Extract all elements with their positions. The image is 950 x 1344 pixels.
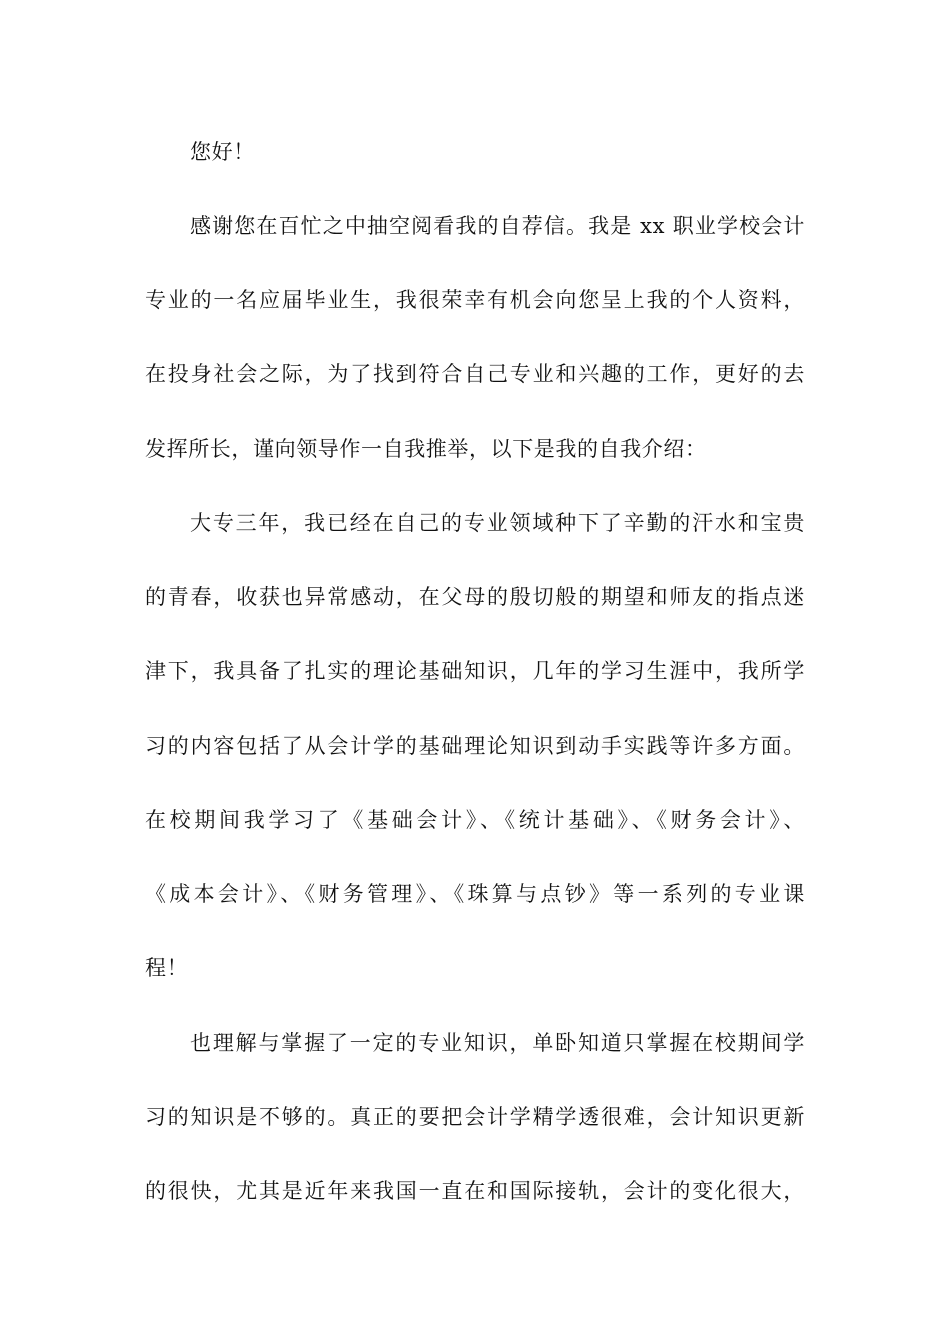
paragraph-1-line-2: 专业的一名应届毕业生，我很荣幸有机会向您呈上我的个人资料， (145, 288, 805, 312)
paragraph-3-line-3: 的很快，尤其是近年来我国一直在和国际接轨，会计的变化很大， (145, 1179, 805, 1203)
paragraph-2-line-6: 《成本会计》、《财务管理》、《珠算与点钞》等一系列的专业课 (145, 882, 805, 906)
paragraph-2-line-2: 的青春，收获也异常感动，在父母的殷切般的期望和师友的指点迷 (145, 585, 805, 609)
paragraph-1-line-1: 感谢您在百忙之中抽空阅看我的自荐信。我是 xx 职业学校会计 (190, 214, 805, 238)
paragraph-2-line-7: 程！ (145, 956, 189, 980)
paragraph-1-line-3: 在投身社会之际，为了找到符合自己专业和兴趣的工作，更好的去 (145, 362, 805, 386)
salutation: 您好！ (190, 140, 255, 164)
paragraph-2-line-3: 津下，我具备了扎实的理论基础知识，几年的学习生涯中，我所学 (145, 659, 805, 683)
paragraph-3-line-2: 习的知识是不够的。真正的要把会计学精学透很难，会计知识更新 (145, 1105, 805, 1129)
paragraph-2-line-1: 大专三年，我已经在自己的专业领域种下了辛勤的汗水和宝贵 (190, 511, 805, 535)
paragraph-2-line-5: 在校期间我学习了《基础会计》、《统计基础》、《财务会计》、 (145, 808, 805, 832)
paragraph-3-line-1: 也理解与掌握了一定的专业知识，单卧知道只掌握在校期间学 (190, 1031, 805, 1055)
paragraph-2-line-4: 习的内容包括了从会计学的基础理论知识到动手实践等许多方面。 (145, 734, 805, 758)
paragraph-1-line-4: 发挥所长，谨向领导作一自我推举，以下是我的自我介绍： (145, 437, 707, 461)
